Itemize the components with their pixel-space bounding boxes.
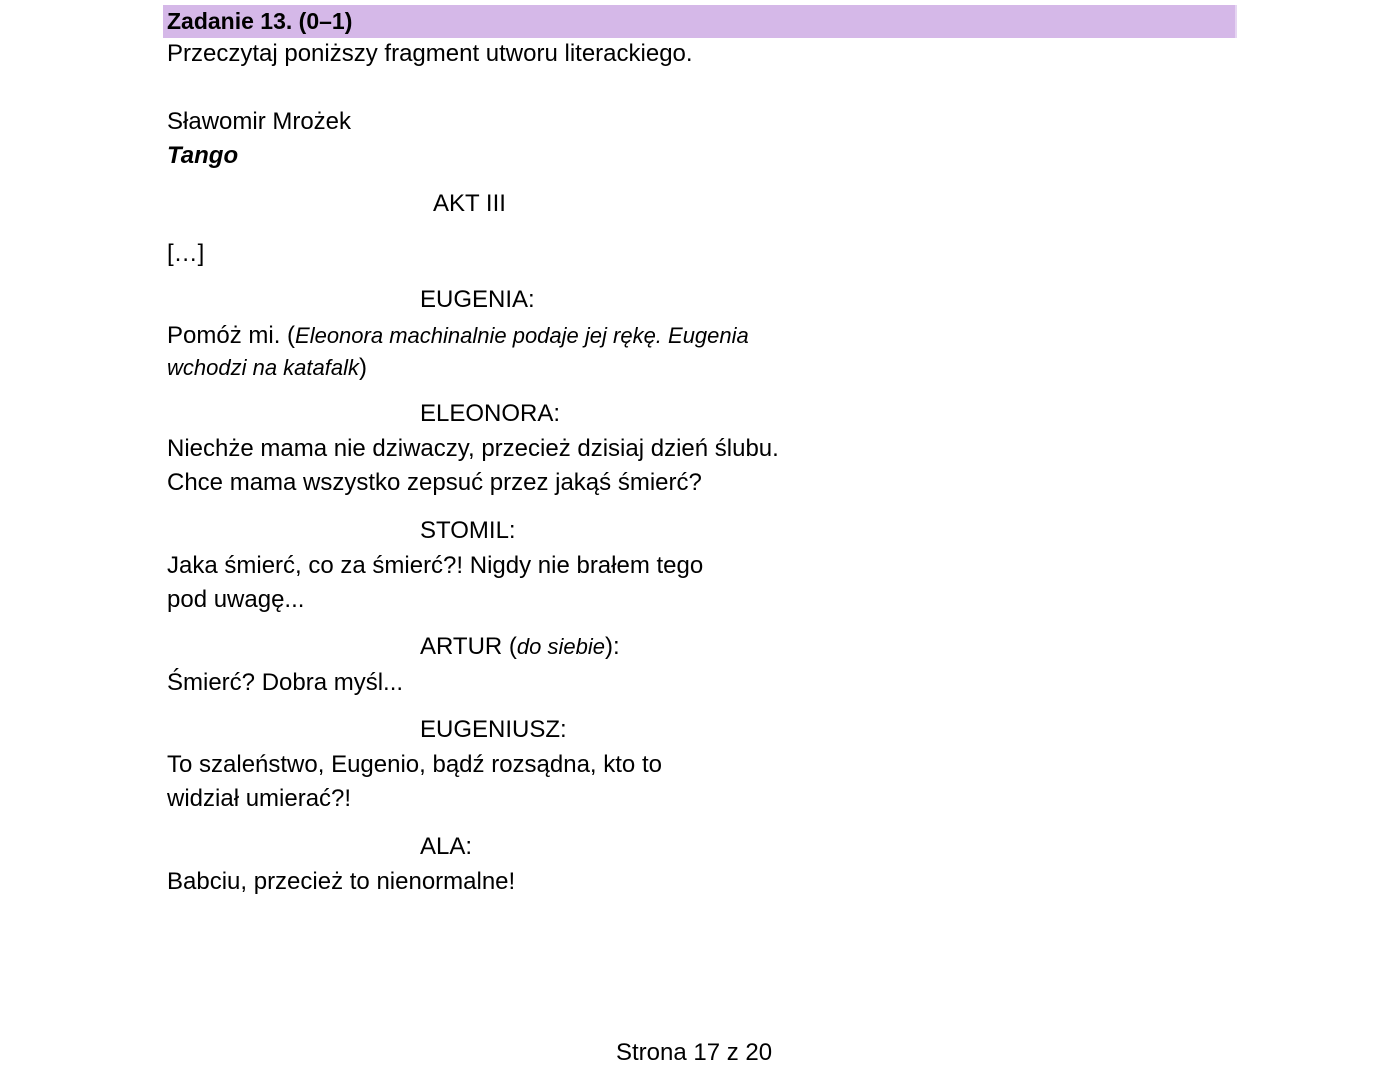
dialogue-line: Chce mama wszystko zepsuć przez jakąś śmierć? xyxy=(167,469,702,496)
dialogue-line: Pomóż mi. (Eleonora machinalnie podaje jej rękę. Eugenia xyxy=(167,322,749,349)
speaker-eugenia: EUGENIA: xyxy=(420,286,535,313)
task-header xyxy=(163,5,1237,38)
dialogue-line: pod uwagę... xyxy=(167,586,305,613)
speaker-eugeniusz: EUGENIUSZ: xyxy=(420,716,567,743)
dialogue-line: Jaka śmierć, co za śmierć?! Nigdy nie brałem tego xyxy=(167,552,704,579)
dialogue-line: To szaleństwo, Eugenio, bądź rozsądna, kto to xyxy=(167,751,662,778)
work-title: Tango xyxy=(167,142,239,169)
speaker-eleonora: ELEONORA: xyxy=(420,400,561,427)
stage-direction: wchodzi na katafalk xyxy=(167,355,359,380)
dialogue-line: Babciu, przecież to nienormalne! xyxy=(167,868,516,895)
dialogue-line: Śmierć? Dobra myśl... xyxy=(167,669,404,696)
instruction-text: Przeczytaj poniższy fragment utworu literackiego. xyxy=(167,40,693,67)
dialogue-line: Niechże mama nie dziwaczy, przecież dzisiaj dzień ślubu. xyxy=(167,435,779,462)
ellipsis-marker: […] xyxy=(167,240,205,267)
dialogue-line: widział umierać?! xyxy=(167,785,352,812)
speaker-ala: ALA: xyxy=(420,833,473,860)
speaker-artur: ARTUR (do siebie): xyxy=(420,633,620,660)
speaker-stomil: STOMIL: xyxy=(420,517,516,544)
stage-direction: do siebie xyxy=(516,634,605,659)
task-title: Zadanie 13. (0–1) xyxy=(167,8,353,34)
stage-direction: Eleonora machinalnie podaje jej rękę. Eugenia xyxy=(295,323,749,348)
page-number: Strona 17 z 20 xyxy=(616,1039,773,1066)
act-heading: AKT III xyxy=(433,190,506,217)
dialogue-line: wchodzi na katafalk) xyxy=(167,354,367,381)
author-name: Sławomir Mrożek xyxy=(167,108,352,135)
